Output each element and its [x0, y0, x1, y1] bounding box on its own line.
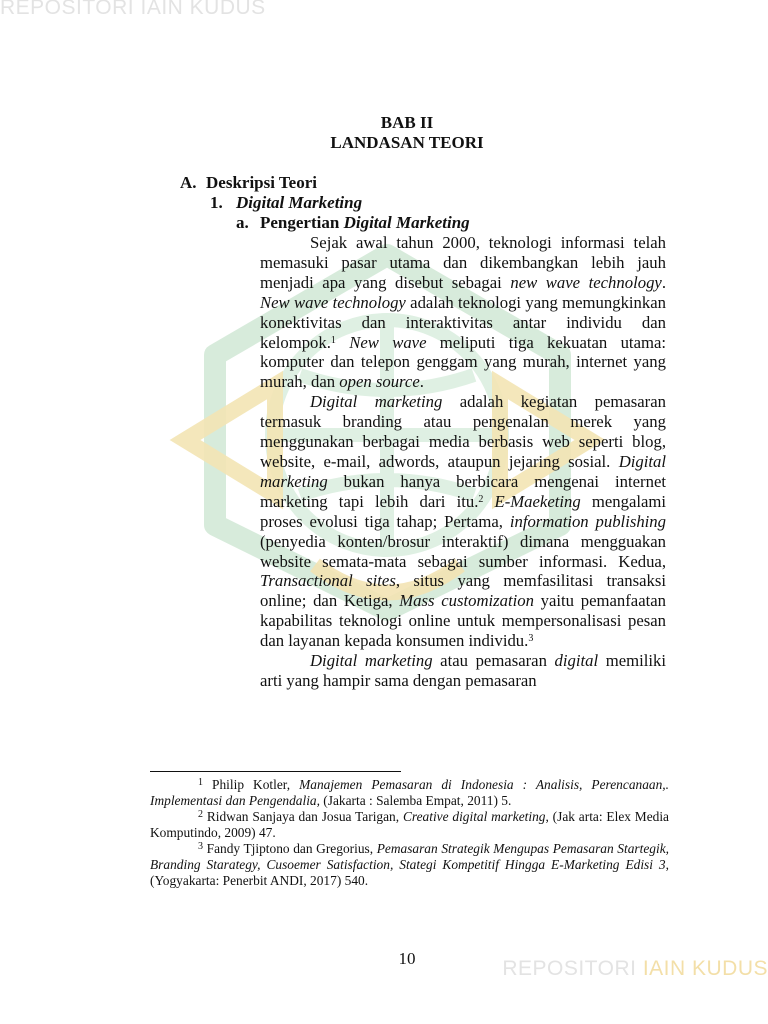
- watermark-top-part2: IAIN KUDUS: [140, 0, 266, 19]
- text-run: mengalami proses evolusi tiga tahap; Pertama,: [260, 491, 667, 531]
- italic-term: information publishing: [509, 511, 666, 531]
- text-run: Ridwan Sanjaya dan Josua Tarigan,: [203, 809, 403, 824]
- chapter-number: BAB II: [380, 113, 434, 132]
- text-run: Fandy Tjiptono dan Gregorius,: [203, 841, 377, 856]
- footnote-number: 3: [198, 841, 203, 852]
- subsubsection-prefix: Pengertian: [260, 213, 344, 232]
- paragraph-2: [260, 392, 666, 651]
- footnote-2: [150, 809, 669, 841]
- watermark-bottom-part2: IAIN KUDUS: [642, 957, 768, 980]
- citation-title: Manajemen Pemasaran di Indonesia : Analisis, Perencanaan,. Implementasi dan Pengendalia,: [150, 777, 669, 808]
- text-run: meliputi tiga kekuatan utama: komputer dan telepon genggam yang murah, internet yang murah, dan: [260, 332, 666, 392]
- footnote-3: [150, 841, 669, 889]
- section-marker: A.: [180, 173, 197, 192]
- footnote-ref-1: 1: [330, 334, 336, 346]
- footnote-number: 2: [198, 809, 203, 820]
- paragraph-1: [260, 233, 666, 392]
- paragraph-3: [260, 651, 666, 691]
- text-run: , (Jak arta: Elex Media Komputindo, 2009) 47.: [150, 809, 669, 840]
- italic-term: open source: [339, 372, 420, 392]
- watermark-bottom: [502, 957, 768, 981]
- text-run: bukan hanya berbicara mengenai internet marketing tapi lebih dari itu.: [260, 471, 666, 511]
- italic-term: Mass customization: [399, 591, 534, 611]
- italic-term: Digital marketing: [310, 392, 443, 412]
- italic-term: digital: [554, 651, 599, 671]
- watermark-top: [0, 0, 266, 20]
- text-run: [336, 333, 349, 352]
- italic-term: Digital marketing: [260, 451, 666, 491]
- citation-title: Creative digital marketing: [402, 809, 546, 824]
- italic-term: New wave: [349, 332, 427, 352]
- subsubsection-heading: [236, 213, 470, 233]
- subsubsection-title: Digital Marketing: [343, 213, 470, 232]
- section-title: Deskripsi Teori: [206, 173, 317, 192]
- italic-term: E-Maeketing: [494, 491, 581, 511]
- subsection-marker: 1.: [210, 193, 223, 212]
- text-run: adalah kegiatan pemasaran termasuk branding atau pengenalan merek yang menggunakan berbagai media berbasis web seperti blog, website, e-mail, adwords, ataupun jejaring sosial.: [260, 392, 666, 471]
- text-run: (penyedia konten/brosur interaktif) dimana mengguakan website semata-mata sebagai sumber informasi. Kedua,: [260, 531, 666, 571]
- italic-term: new wave technology: [510, 272, 662, 292]
- text-run: (Jakarta : Salemba Empat, 2011) 5.: [319, 793, 512, 808]
- text-run: , (Yogyakarta: Penerbit ANDI, 2017) 540.: [150, 857, 669, 888]
- watermark-top-part1: REPOSITORI: [0, 0, 141, 19]
- chapter-title: LANDASAN TEORI: [330, 133, 484, 152]
- subsubsection-marker: a.: [236, 213, 249, 232]
- text-run: Sejak awal tahun 2000, teknologi informasi telah memasuki pasar utama dan dikembangkan lebih jauh menjadi apa yang disebut sebagai: [260, 233, 666, 292]
- footnote-number: 1: [198, 777, 203, 788]
- page-number: 10: [398, 949, 416, 968]
- citation-title: Pemasaran Strategik Mengupas Pemasaran Startegik, Branding Starategy, Cusoemer Satisfaction, Stategi Kompetitif Hingga E-Marketing Edisi 3: [150, 841, 670, 872]
- footnote-1: [150, 777, 669, 809]
- watermark-bottom-part1: REPOSITORI: [502, 957, 643, 980]
- footnote-ref-2: 2: [478, 493, 484, 505]
- section-heading: [180, 173, 317, 193]
- text-run: .: [419, 372, 424, 392]
- subsection-title: Digital Marketing: [236, 193, 363, 212]
- footnote-ref-3: 3: [528, 633, 534, 645]
- italic-term: Digital marketing: [310, 651, 433, 671]
- body-text: [260, 233, 666, 691]
- text-run: adalah teknologi yang memungkinkan konektivitas dan interaktivitas antar individu dan kelompok.: [260, 292, 666, 352]
- text-run: atau pemasaran: [432, 651, 555, 671]
- footnotes: [150, 777, 669, 889]
- text-run: yaitu pemanfaatan kapabilitas teknologi online untuk mempersonalisasi pesan dan layanan kepada konsumen individu.: [260, 591, 666, 651]
- subsection-heading: [210, 193, 362, 213]
- italic-term: Transactional sites: [260, 571, 396, 591]
- italic-term: New wave technology: [260, 292, 406, 312]
- footnote-separator: [150, 771, 401, 772]
- text-run: .: [661, 272, 666, 292]
- text-run: [483, 492, 494, 511]
- text-run: , situs yang memfasilitasi transaksi online; dan Ketiga,: [260, 571, 666, 611]
- text-run: memiliki arti yang hampir sama dengan pemasaran: [260, 651, 666, 690]
- text-run: Philip Kotler,: [203, 777, 300, 792]
